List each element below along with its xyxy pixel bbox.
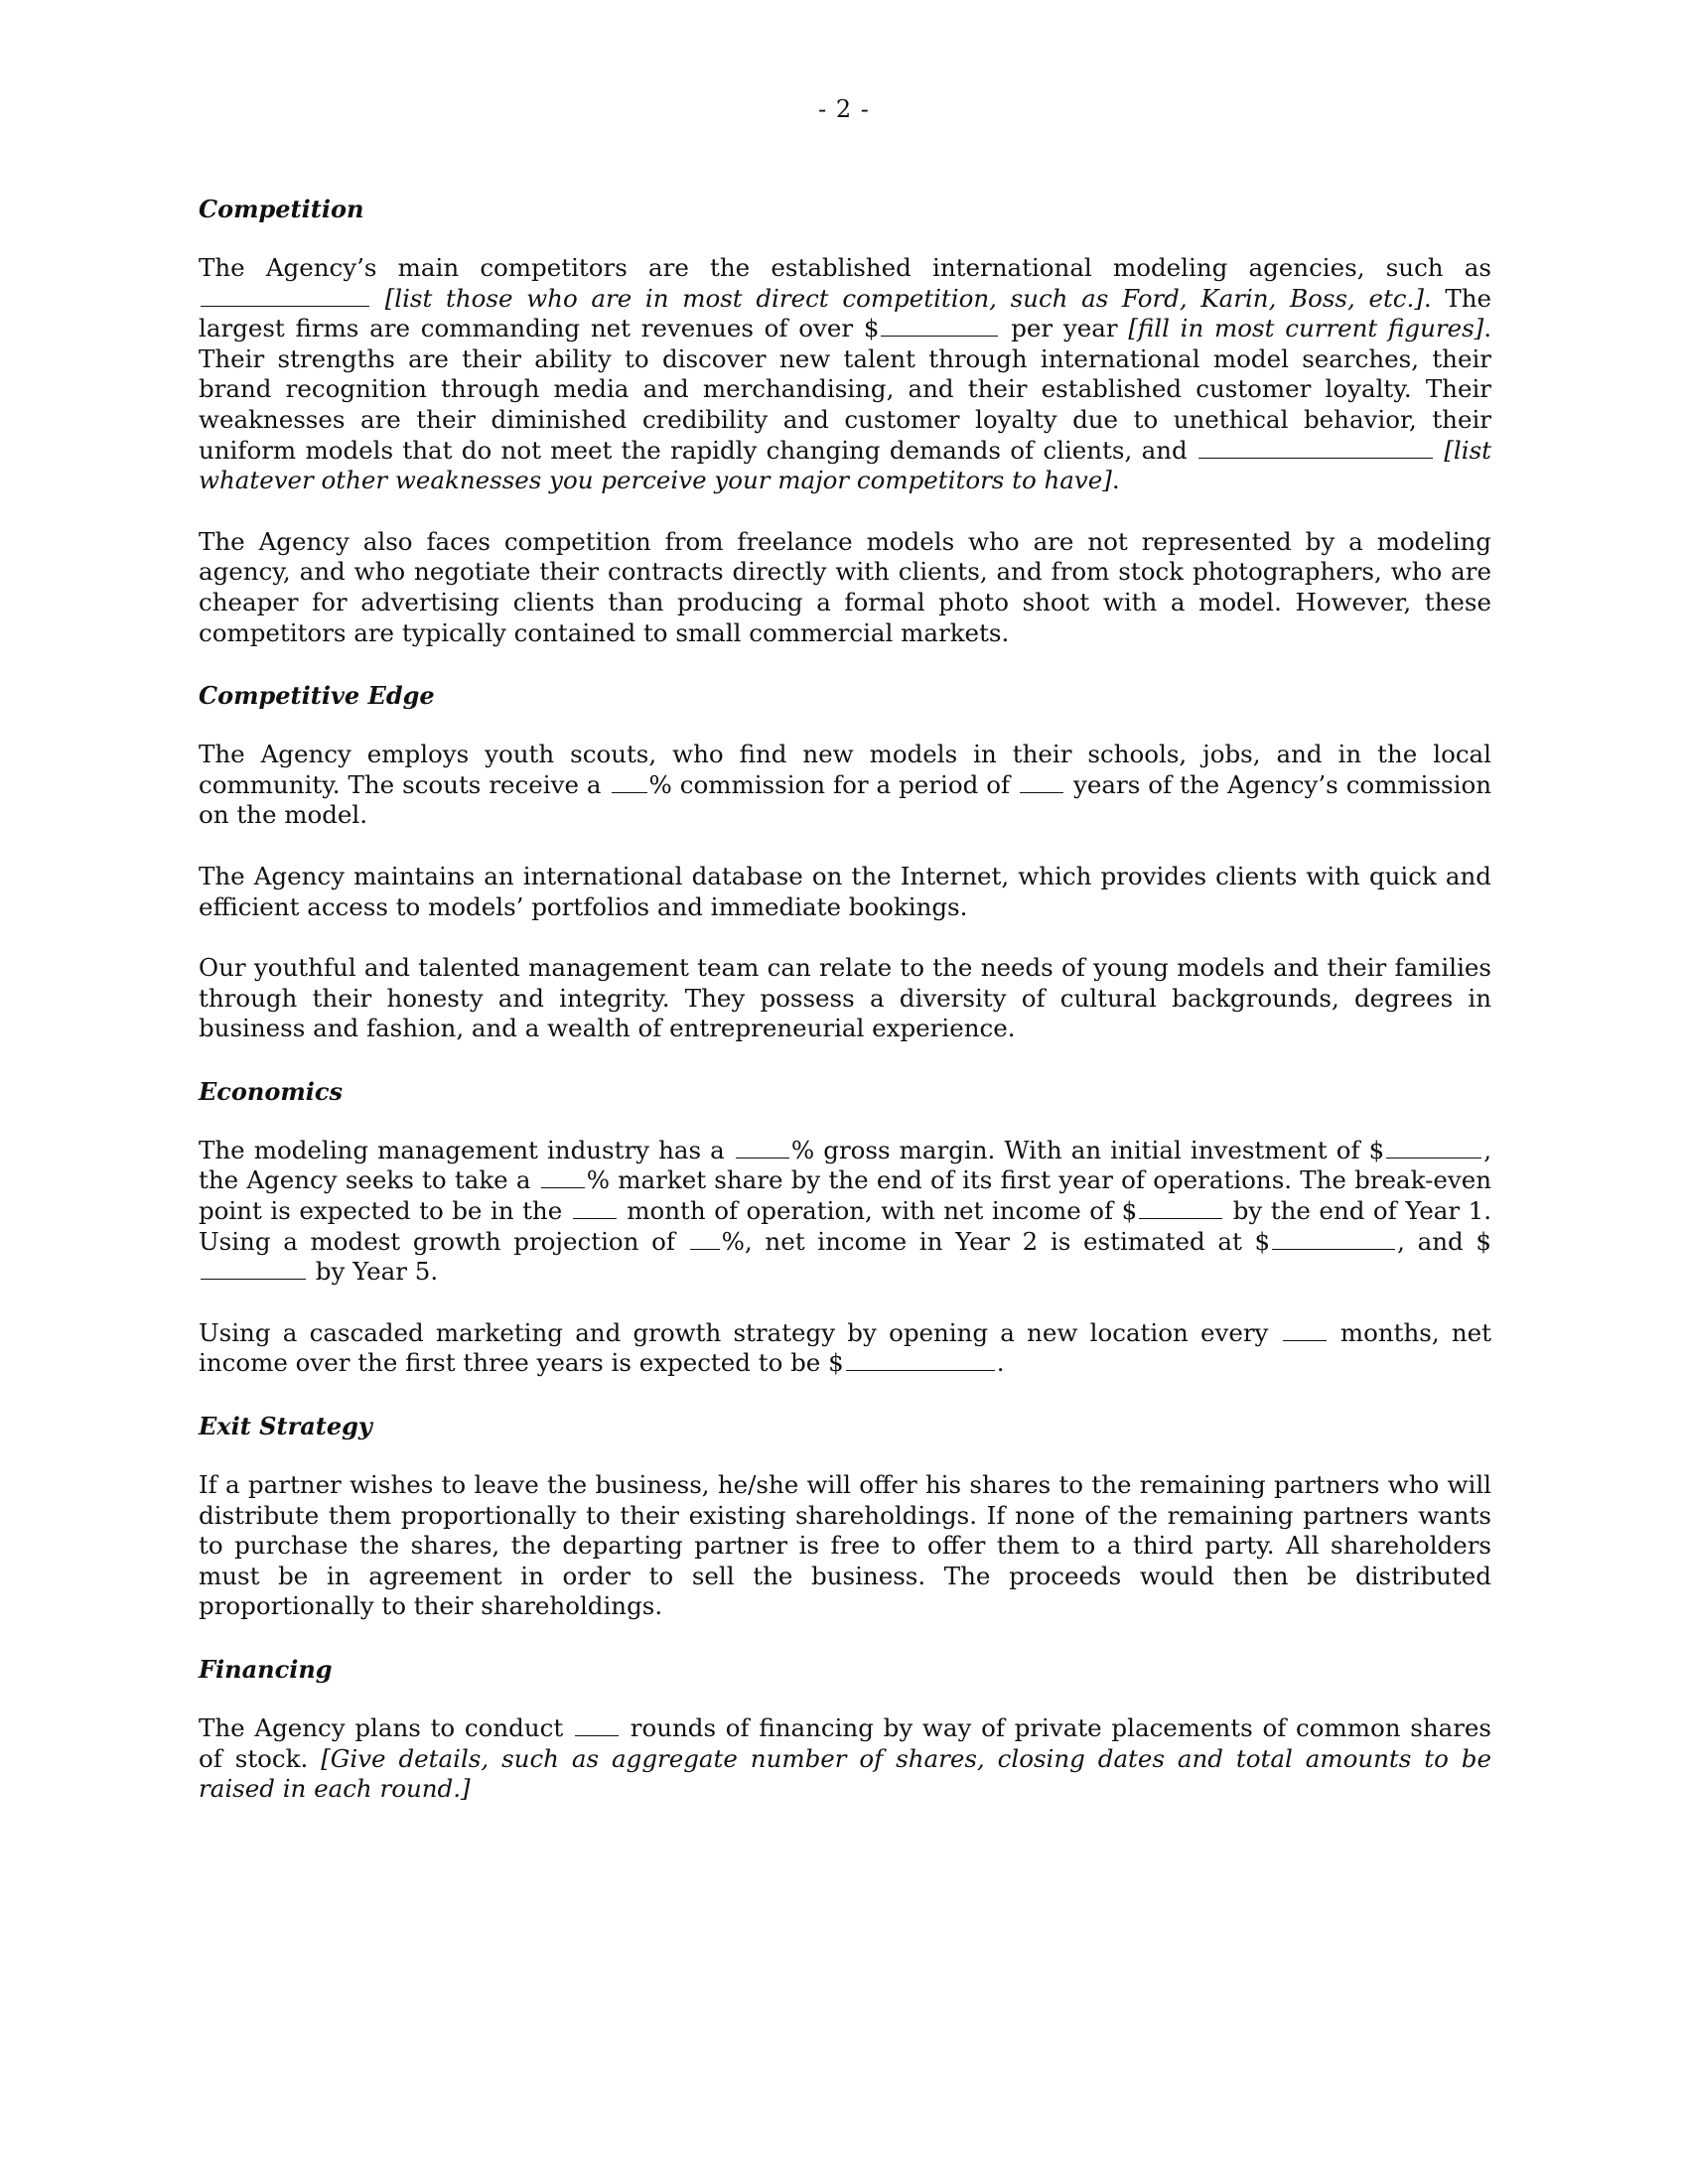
text-run: The modeling management industry has a [199, 1135, 725, 1164]
fill-in-blank[interactable] [736, 1138, 789, 1159]
fill-in-blank[interactable] [1139, 1198, 1222, 1219]
fill-in-blank[interactable] [1283, 1320, 1327, 1341]
text-run: per year [1011, 314, 1118, 343]
competitive-edge-paragraph-3: Our youthful and talented management team can relate to the needs of young models and their families through their honesty and integrity. They possess a diversity of cultural backgrounds, degrees in business and fashion, and a wealth of entrepreneurial experience. [199, 953, 1491, 1043]
fill-in-blank[interactable] [1272, 1229, 1395, 1250]
fill-in-blank[interactable] [846, 1350, 995, 1371]
competition-paragraph-1 [199, 253, 1491, 496]
document-body [199, 195, 1491, 1836]
text-run: month of operation, with net income of $ [627, 1196, 1138, 1226]
text-run: . [1111, 466, 1120, 495]
financing-paragraph-1 [199, 1713, 1491, 1805]
instruction-note: [Give details, such as aggregate number of shares, closing dates and total amounts to be raised in each round.] [199, 1743, 1491, 1804]
text-run: . The largest firms are commanding net revenues of over $ [199, 283, 1491, 343]
heading-exit-strategy: Exit Strategy [199, 1412, 372, 1441]
text-run: , the Agency seeks to take a [199, 1135, 1492, 1195]
heading-competitive-edge: Competitive Edge [199, 681, 435, 711]
page-number: - 2 - [818, 95, 870, 123]
text-run: Using a cascaded marketing and growth strategy by opening a new location every [199, 1317, 1269, 1347]
exit-strategy-paragraph-1: If a partner wishes to leave the business, he/she will offer his shares to the remaining partners who will distribute them proportionally to their existing shareholdings. If none of the remaining partners wants to purchase the shares, the departing partner is free to offer them to a third party. All shareholders must be in agreement in order to sell the business. The proceeds would then be distributed proportionally to their shareholdings. [199, 1470, 1491, 1621]
heading-competition: Competition [199, 195, 364, 223]
heading-economics: Economics [199, 1076, 344, 1106]
text-run: . [996, 1348, 1005, 1378]
fill-in-blank[interactable] [573, 1198, 617, 1219]
fill-in-blank[interactable] [881, 316, 998, 337]
text-run: % gross margin. With an initial investment of $ [790, 1135, 1385, 1164]
instruction-note: [fill in most current figures] [1128, 314, 1484, 343]
fill-in-blank[interactable] [690, 1229, 720, 1250]
economics-paragraph-2 [199, 1318, 1491, 1379]
fill-in-blank[interactable] [1020, 772, 1063, 793]
competitive-edge-paragraph-1 [199, 740, 1491, 831]
text-run: , and $ [1397, 1226, 1491, 1256]
text-run: by the end of Year 1. Using a modest growth projection of [199, 1196, 1492, 1256]
instruction-note: [list those who are in most direct competition, such as Ford, Karin, Boss, etc.] [384, 283, 1424, 313]
fill-in-blank[interactable] [612, 772, 647, 793]
fill-in-blank[interactable] [201, 286, 369, 307]
text-run: % market share by the end of its first year of operations. The break-even point is expected to be in the [199, 1165, 1491, 1226]
competition-paragraph-2: The Agency also faces competition from freelance models who are not represented by a modeling agency, and who negotiate their contracts directly with clients, and from stock photographers, who are cheaper for advertising clients than producing a formal photo shoot with a model. However, these competitors are typically contained to small commercial markets. [199, 526, 1491, 647]
competitive-edge-paragraph-2: The Agency maintains an international database on the Internet, which provides clients with quick and efficient access to models’ portfolios and immediate bookings. [199, 861, 1491, 921]
text-run: % commission for a period of [648, 769, 1011, 799]
fill-in-blank[interactable] [1386, 1138, 1481, 1159]
heading-financing: Financing [199, 1655, 333, 1684]
text-run: The Agency plans to conduct [199, 1713, 564, 1742]
text-run: months, net income over the first three years is expected to be $ [199, 1317, 1491, 1378]
text-run: %, net income in Year 2 is estimated at $ [721, 1226, 1271, 1256]
fill-in-blank[interactable] [541, 1167, 585, 1188]
economics-paragraph-1 [199, 1136, 1491, 1288]
text-run: The Agency employs youth scouts, who find new models in their schools, jobs, and in the local community. The scouts receive a [199, 740, 1491, 799]
text-run: by Year 5. [315, 1257, 439, 1287]
text-run: rounds of financing by way of private placements of common shares of stock. [199, 1713, 1492, 1773]
text-run: . Their strengths are their ability to discover new talent through international model searches, their brand recognition through media and merchandising, and their established customer loyalty. Their weaknesses are their diminished credibility and customer loyalty due to unethical behavior, their uniform models that do not meet the rapidly changing demands of clients, and [199, 314, 1491, 465]
text-run: The Agency’s main competitors are the established international modeling agencies, such as [199, 253, 1491, 282]
fill-in-blank[interactable] [201, 1259, 306, 1280]
instruction-note: [list whatever other weaknesses you perceive your major competitors to have] [199, 435, 1492, 495]
text-run: years of the Agency’s commission on the model. [199, 769, 1491, 830]
fill-in-blank[interactable] [1198, 438, 1433, 459]
fill-in-blank[interactable] [575, 1715, 619, 1736]
